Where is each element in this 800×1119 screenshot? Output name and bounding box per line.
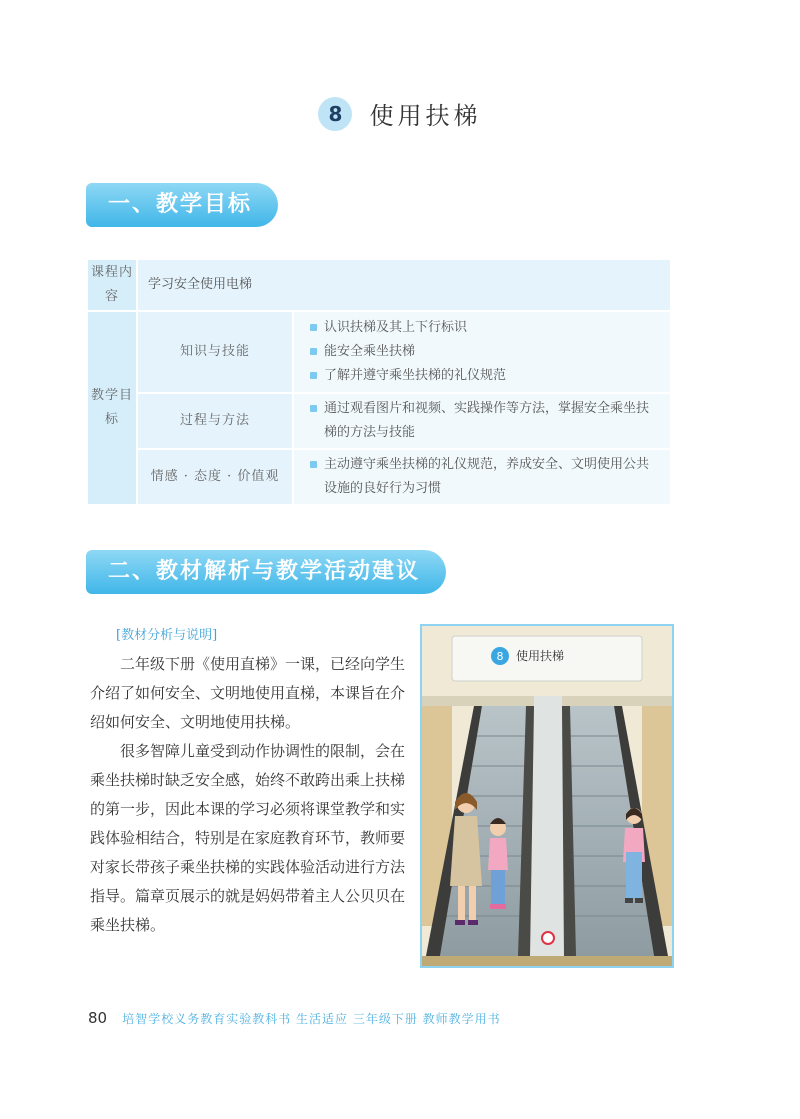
goal-header-cell: 教学目标 (87, 311, 137, 505)
footer-book-title: 培智学校义务教育实验教科书 生活适应 三年级下册 教师教学用书 (122, 1012, 501, 1026)
goals-table (86, 258, 672, 506)
chapter-heading (0, 96, 800, 131)
section-heading-goals: 一、教学目标 (86, 183, 278, 227)
table-row (87, 449, 671, 505)
goal-label-cell: 知识与技能 (137, 311, 293, 393)
analysis-paragraph-1: 二年级下册《使用直梯》一课，已经向学生介绍了如何安全、文明地使用直梯，本课旨在介绍如何安全、文明地使用扶梯。 (90, 655, 406, 731)
list-item: 通过观看图片和视频、实践操作等方法，掌握安全乘坐扶梯的方法与技能 (308, 397, 660, 445)
analysis-subtitle: [教材分析与说明] (116, 628, 218, 643)
table-row (87, 259, 671, 311)
course-header-cell: 课程内容 (87, 259, 137, 311)
course-value-cell: 学习安全使用电梯 (137, 259, 671, 311)
goal-items-cell (293, 393, 671, 449)
goal-label-cell: 情感 · 态度 · 价值观 (137, 449, 293, 505)
chapter-title: 使用扶梯 (369, 102, 482, 130)
analysis-paragraph-2: 很多智障儿童受到动作协调性的限制，会在乘坐扶梯时缺乏安全感，始终不敢跨出乘上扶梯的第一步，因此本课的学习必须将课堂教学和实践体验相结合，特别是在家庭教育环节，教师要对家长带孩子乘坐扶梯的实践体验活动进行方法指导。篇章页展示的就是妈妈带着主人公贝贝在乘坐扶梯。 (90, 742, 406, 934)
goal-items-cell (293, 449, 671, 505)
escalator-illustration-graphic (422, 626, 672, 966)
goal-items-cell (293, 311, 671, 393)
figure-caption: 使用扶梯 (516, 649, 565, 663)
goal-label-cell: 过程与方法 (137, 393, 293, 449)
list-item: 能安全乘坐扶梯 (308, 340, 660, 364)
figure-badge-number: 8 (496, 650, 504, 663)
table-row (87, 311, 671, 393)
list-item: 了解并遵守乘坐扶梯的礼仪规范 (308, 364, 660, 388)
table-row (87, 393, 671, 449)
list-item: 主动遵守乘坐扶梯的礼仪规范，养成安全、文明使用公共设施的良好行为习惯 (308, 453, 660, 501)
escalator-illustration (420, 624, 674, 968)
page-number: 80 (88, 1009, 108, 1027)
section-heading-analysis: 二、教材解析与教学活动建议 (86, 550, 446, 594)
list-item: 认识扶梯及其上下行标识 (308, 316, 660, 340)
page-footer (88, 1008, 501, 1027)
chapter-number-badge: 8 (318, 97, 352, 131)
